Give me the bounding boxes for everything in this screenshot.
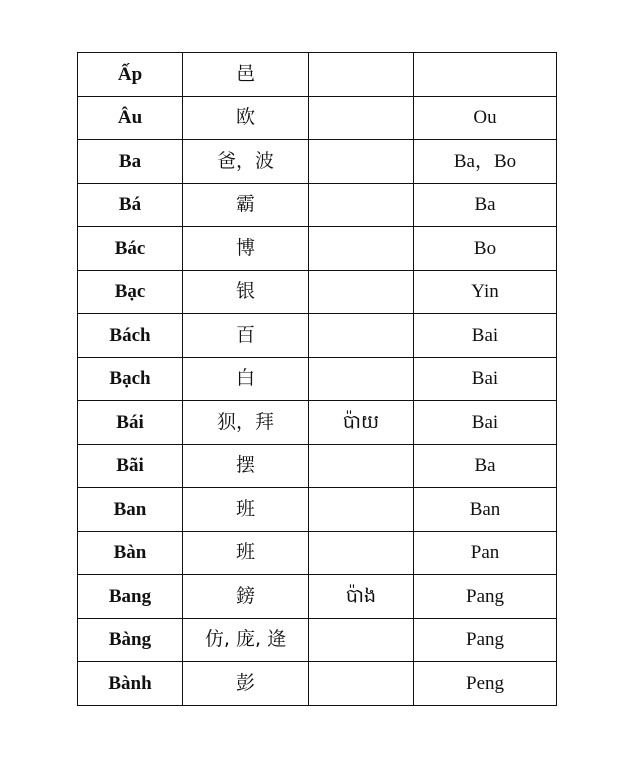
chinese-character-cell: 霸 xyxy=(183,183,309,227)
vietnamese-cell: Bạch xyxy=(78,357,183,401)
chinese-character-cell: 爸，波 xyxy=(183,140,309,184)
pinyin-cell: Pang xyxy=(414,618,557,662)
khmer-cell xyxy=(309,53,414,97)
vietnamese-cell: Bái xyxy=(78,401,183,445)
vietnamese-cell: Bàng xyxy=(78,618,183,662)
chinese-character-cell: 仿, 庞, 逄 xyxy=(183,618,309,662)
vietnamese-cell: Ấp xyxy=(78,53,183,97)
khmer-cell: ប៉ាយ xyxy=(309,401,414,445)
khmer-cell xyxy=(309,662,414,706)
chinese-character-cell: 百 xyxy=(183,314,309,358)
pinyin-cell: Yin xyxy=(414,270,557,314)
vietnamese-cell: Ba xyxy=(78,140,183,184)
table-row xyxy=(78,444,557,488)
chinese-character-cell: 班 xyxy=(183,531,309,575)
vietnamese-cell: Bang xyxy=(78,575,183,619)
khmer-cell xyxy=(309,531,414,575)
pinyin-cell: Pang xyxy=(414,575,557,619)
table-row xyxy=(78,357,557,401)
pinyin-cell: Ban xyxy=(414,488,557,532)
khmer-cell xyxy=(309,488,414,532)
table-body xyxy=(78,53,557,706)
table-row xyxy=(78,270,557,314)
chinese-character-cell: 班 xyxy=(183,488,309,532)
vietnamese-cell: Bá xyxy=(78,183,183,227)
chinese-character-cell: 博 xyxy=(183,227,309,271)
table-row xyxy=(78,53,557,97)
vietnamese-cell: Bàn xyxy=(78,531,183,575)
transliteration-table xyxy=(77,52,557,706)
vietnamese-cell: Bác xyxy=(78,227,183,271)
table-row xyxy=(78,183,557,227)
table-row xyxy=(78,401,557,445)
chinese-character-cell: 银 xyxy=(183,270,309,314)
table-row xyxy=(78,227,557,271)
pinyin-cell: Peng xyxy=(414,662,557,706)
vietnamese-cell: Ban xyxy=(78,488,183,532)
table-row xyxy=(78,575,557,619)
pinyin-cell: Ba，Bo xyxy=(414,140,557,184)
table-row xyxy=(78,531,557,575)
chinese-character-cell: 白 xyxy=(183,357,309,401)
pinyin-cell: Bo xyxy=(414,227,557,271)
pinyin-cell: Pan xyxy=(414,531,557,575)
khmer-cell xyxy=(309,314,414,358)
pinyin-cell: Bai xyxy=(414,401,557,445)
pinyin-cell: Ba xyxy=(414,444,557,488)
khmer-cell xyxy=(309,618,414,662)
chinese-character-cell: 摆 xyxy=(183,444,309,488)
khmer-cell: ប៉ាង xyxy=(309,575,414,619)
khmer-cell xyxy=(309,140,414,184)
khmer-cell xyxy=(309,183,414,227)
table-row xyxy=(78,96,557,140)
table-row xyxy=(78,488,557,532)
vietnamese-cell: Bành xyxy=(78,662,183,706)
pinyin-cell: Bai xyxy=(414,357,557,401)
vietnamese-cell: Bạc xyxy=(78,270,183,314)
chinese-character-cell: 狈，拜 xyxy=(183,401,309,445)
khmer-cell xyxy=(309,227,414,271)
vietnamese-cell: Bách xyxy=(78,314,183,358)
table-row xyxy=(78,314,557,358)
khmer-cell xyxy=(309,96,414,140)
vietnamese-cell: Âu xyxy=(78,96,183,140)
table-row xyxy=(78,618,557,662)
khmer-cell xyxy=(309,444,414,488)
khmer-cell xyxy=(309,357,414,401)
chinese-character-cell: 邑 xyxy=(183,53,309,97)
pinyin-cell: Ou xyxy=(414,96,557,140)
chinese-character-cell: 彭 xyxy=(183,662,309,706)
pinyin-cell: Ba xyxy=(414,183,557,227)
table-row xyxy=(78,662,557,706)
chinese-character-cell: 鎊 xyxy=(183,575,309,619)
table-row xyxy=(78,140,557,184)
pinyin-cell: Bai xyxy=(414,314,557,358)
chinese-character-cell: 欧 xyxy=(183,96,309,140)
pinyin-cell xyxy=(414,53,557,97)
khmer-cell xyxy=(309,270,414,314)
vietnamese-cell: Bãi xyxy=(78,444,183,488)
